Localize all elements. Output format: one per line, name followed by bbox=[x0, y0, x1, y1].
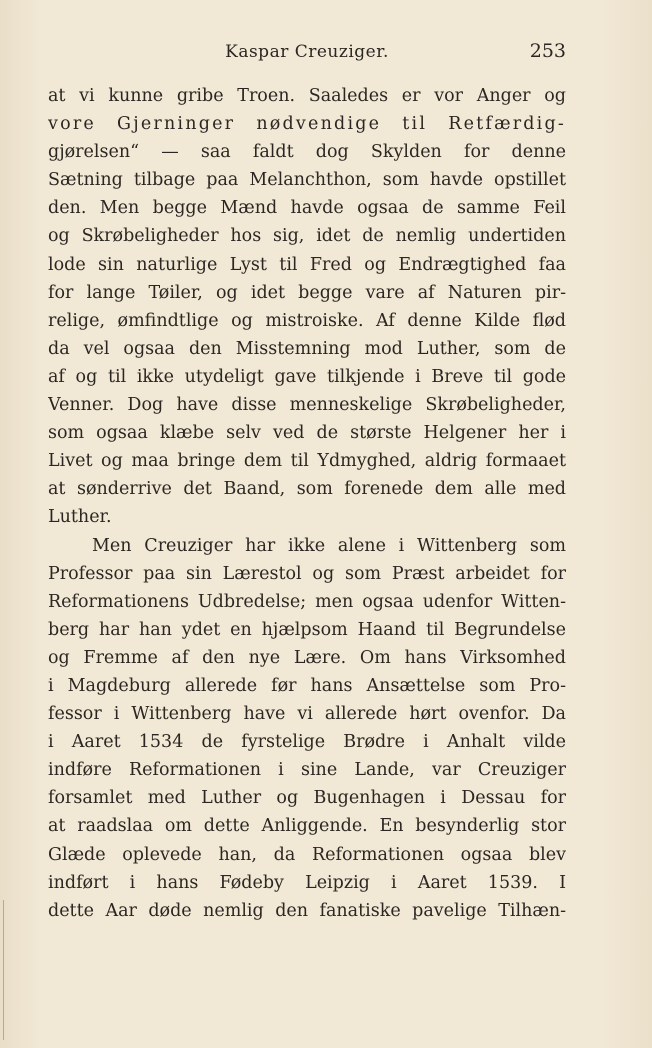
text-line: for lange Tøiler, og idet begge vare af Naturen pir- bbox=[48, 282, 566, 303]
page-number: 253 bbox=[529, 40, 566, 62]
text-line: Venner. Dog have disse menneskelige Skrøbeligheder, bbox=[48, 395, 566, 416]
text-line: Sætning tilbage paa Melanchthon, som havde opstillet bbox=[48, 170, 566, 191]
text-line: Glæde oplevede han, da Reformationen ogsaa blev bbox=[48, 844, 566, 865]
text-line: vore Gjerninger nødvendige til Retfærdig- bbox=[48, 114, 566, 135]
text-line: lode sin naturlige Lyst til Fred og Endrægtighed faa bbox=[48, 254, 566, 275]
text-line: Professor paa sin Lærestol og som Præst arbeidet for bbox=[48, 563, 566, 584]
text-line: relige, ømfindtlige og mistroiske. Af denne Kilde flød bbox=[48, 310, 566, 331]
text-line: Livet og maa bringe dem til Ydmyghed, aldrig formaaet bbox=[48, 451, 566, 472]
text-line: Reformationens Udbredelse; men ogsaa udenfor Witten- bbox=[48, 591, 566, 612]
text-line: at sønderrive det Baand, som forenede dem alle med bbox=[48, 479, 566, 500]
text-line: Luther. bbox=[48, 507, 112, 528]
text-line: at vi kunne gribe Troen. Saaledes er vor Anger og bbox=[48, 86, 566, 106]
text-line: fessor i Wittenberg have vi allerede hørt ovenfor. Da bbox=[48, 704, 566, 725]
text-line: den. Men begge Mænd havde ogsaa de samme Feil bbox=[48, 198, 566, 219]
text-line: af og til ikke utydeligt gave tilkjende i Breve til gode bbox=[48, 366, 566, 387]
body-text bbox=[48, 82, 566, 925]
text-line: i Magdeburg allerede før hans Ansættelse som Pro- bbox=[48, 675, 566, 696]
text-line: dette Aar døde nemlig den fanatiske pavelige Tilhæn- bbox=[48, 900, 566, 921]
text-line: da vel ogsaa den Misstemning mod Luther, som de bbox=[48, 338, 566, 359]
text-line: forsamlet med Luther og Bugenhagen i Dessau for bbox=[48, 788, 566, 809]
text-line: og Fremme af den nye Lære. Om hans Virksomhed bbox=[48, 647, 566, 668]
page-header bbox=[48, 38, 566, 68]
text-line: i Aaret 1534 de fyrstelige Brødre i Anhalt vilde bbox=[48, 732, 566, 753]
text-line: som ogsaa klæbe selv ved de største Helgener her i bbox=[48, 423, 566, 444]
text-line: indført i hans Fødeby Leipzig i Aaret 1539. I bbox=[48, 872, 566, 893]
text-line: berg har han ydet en hjælpsom Haand til Begrundelse bbox=[48, 619, 566, 640]
text-line: og Skrøbeligheder hos sig, idet de nemlig undertiden bbox=[48, 226, 566, 247]
binding-edge-line bbox=[3, 900, 4, 1040]
text-line: Men Creuziger har ikke alene i Wittenberg som bbox=[92, 535, 566, 556]
text-line: gjørelsen“ — saa faldt dog Skylden for denne bbox=[48, 142, 566, 163]
text-line: indføre Reformationen i sine Lande, var Creuziger bbox=[48, 760, 566, 781]
running-head: Kaspar Creuziger. bbox=[225, 42, 389, 62]
text-line: at raadslaa om dette Anliggende. En besynderlig stor bbox=[48, 816, 566, 837]
